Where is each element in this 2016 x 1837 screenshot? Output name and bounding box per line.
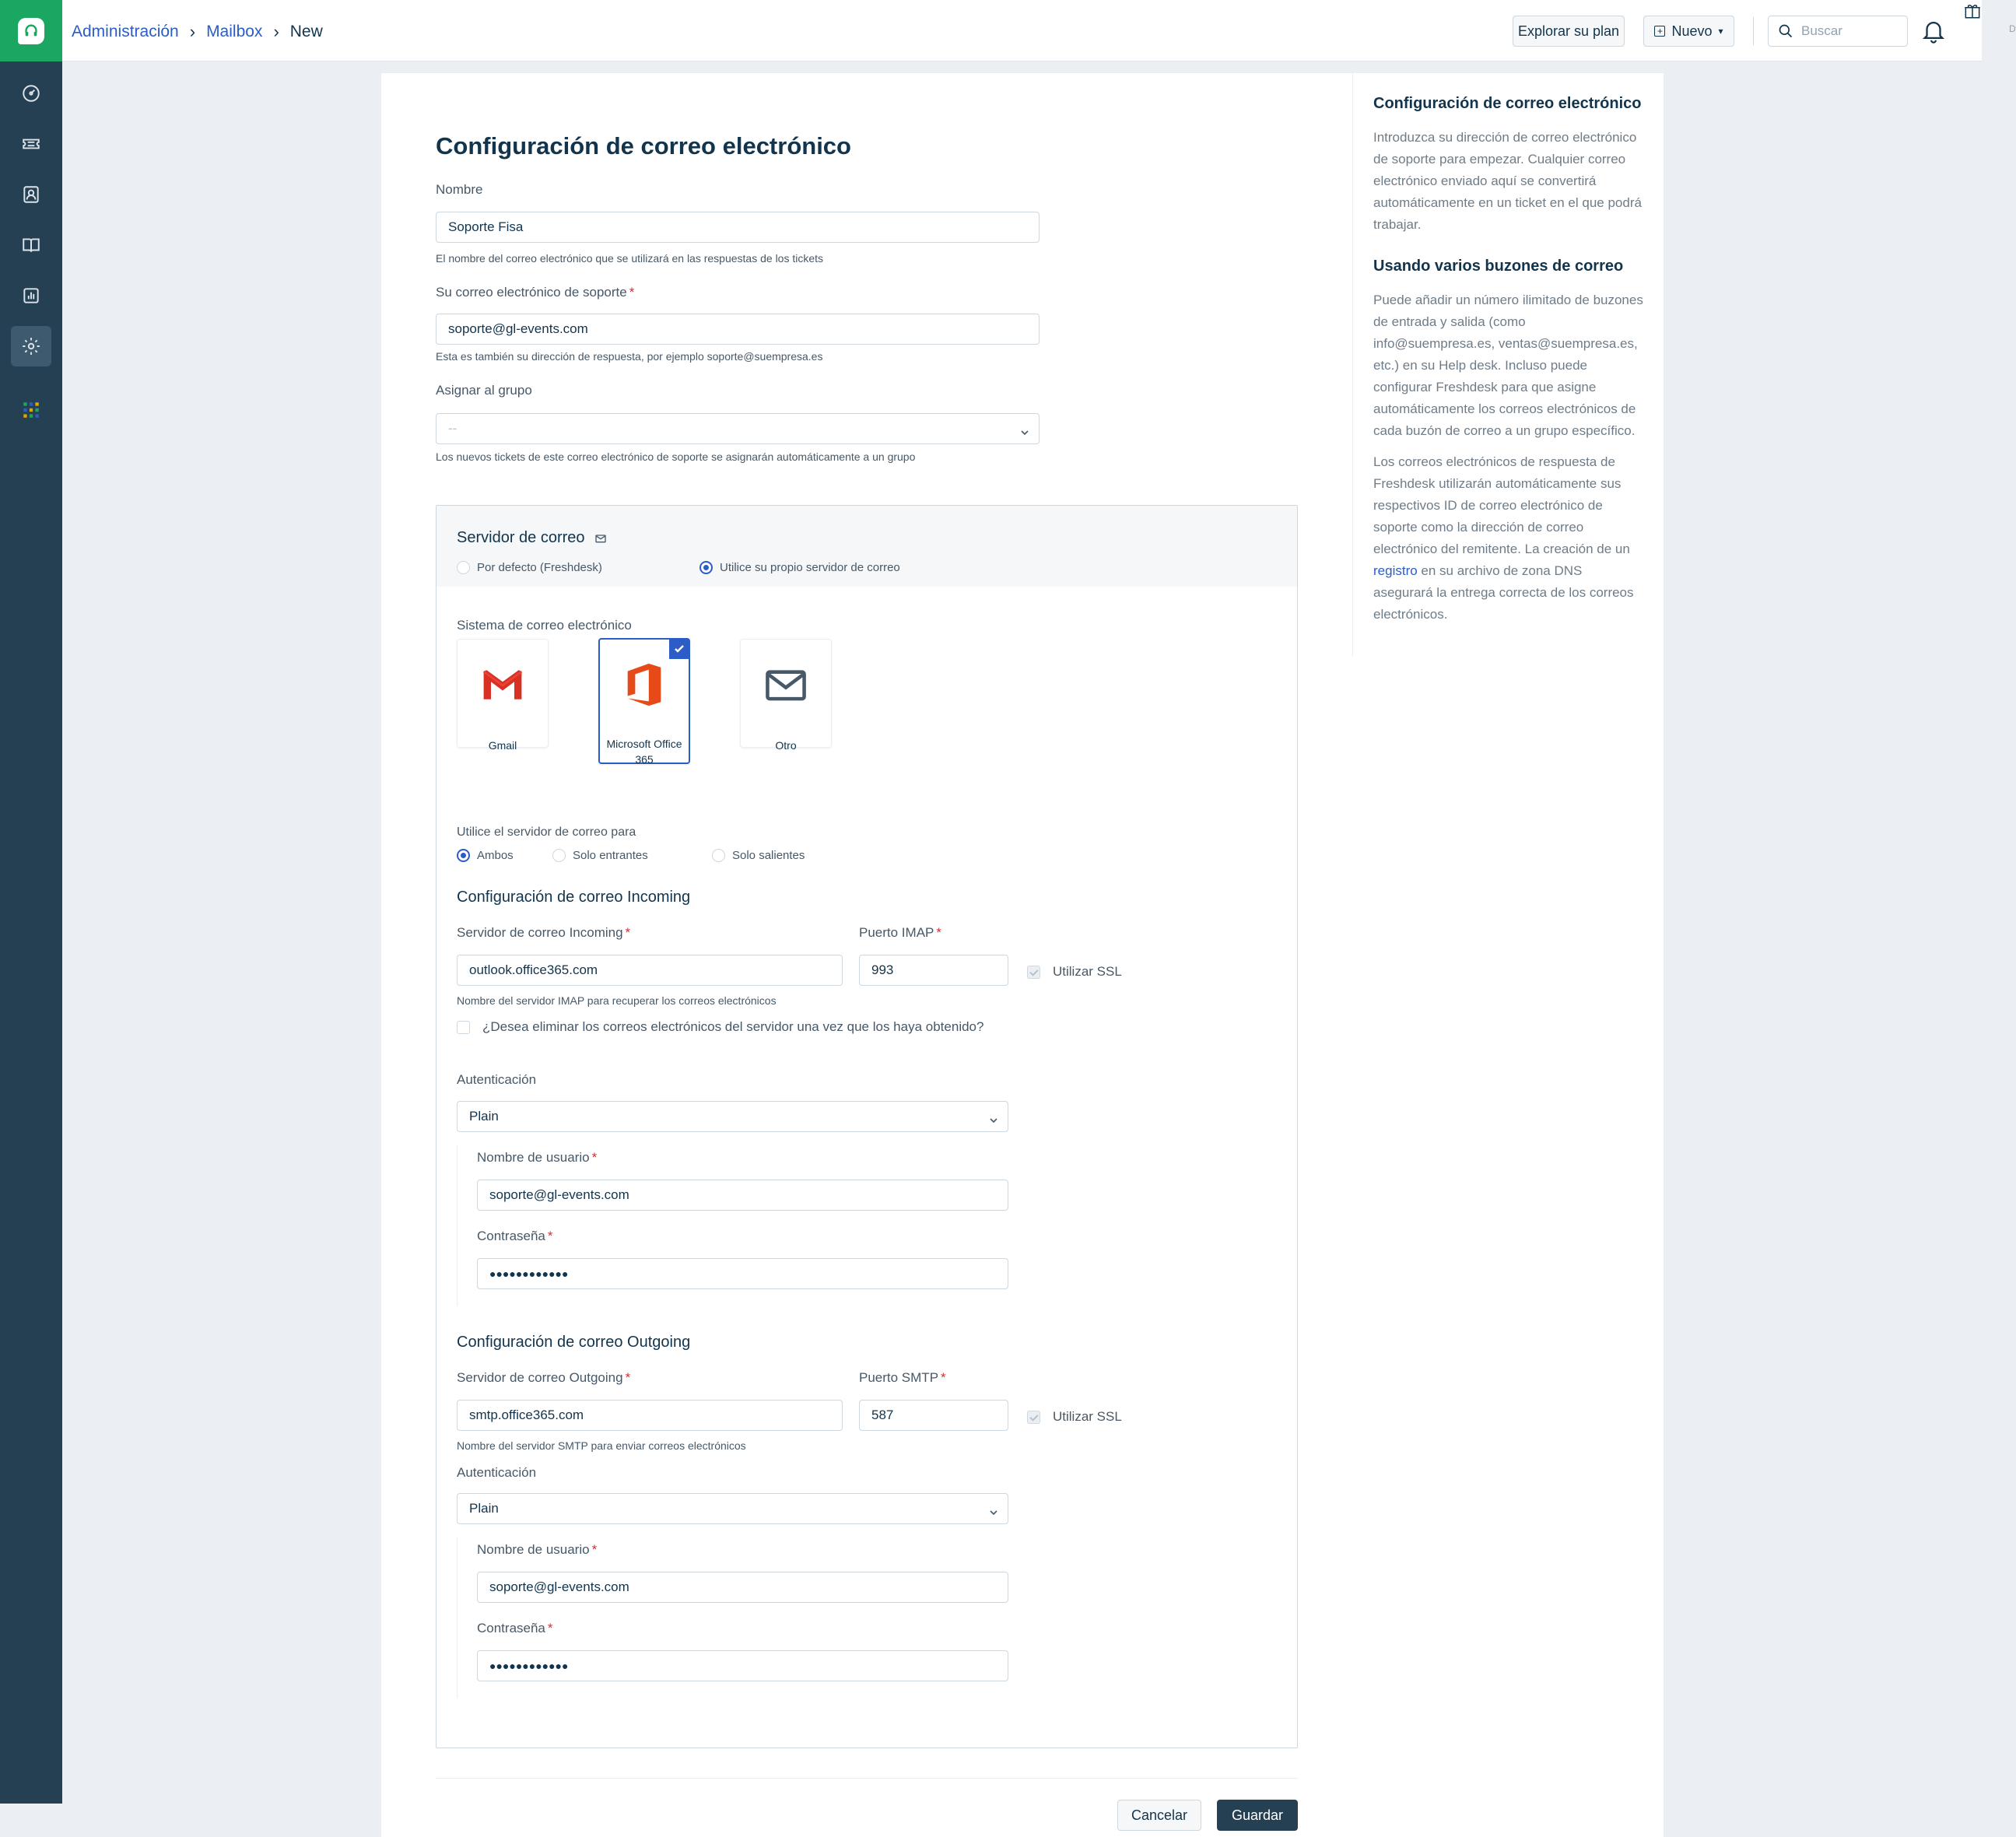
dashboard-icon[interactable] (16, 78, 47, 109)
smtp-port-input[interactable]: 587 (859, 1400, 1008, 1431)
use-for-incoming[interactable] (552, 849, 648, 862)
radio-both[interactable] (457, 849, 470, 862)
headset-icon (18, 18, 44, 44)
breadcrumb (72, 22, 323, 42)
help-text-3-after: en su archivo de zona DNS asegurará la entrega correcta de los correos electrónicos. (1373, 563, 1634, 622)
support-email-input[interactable]: soporte@gl-events.com (436, 314, 1040, 345)
incoming-auth-group-line (457, 1145, 458, 1306)
radio-own[interactable] (699, 561, 713, 574)
radio-default-label: Por defecto (Freshdesk) (477, 561, 602, 574)
outgoing-ssl-label: Utilizar SSL (1053, 1409, 1122, 1424)
delete-after-fetch-label: ¿Desea eliminar los correos electrónicos del servidor una vez que los haya obtenido? (482, 1019, 984, 1034)
page-title: Configuración de correo electrónico (436, 132, 851, 160)
tickets-icon[interactable] (16, 128, 47, 160)
mail-server-header (437, 506, 1297, 587)
mail-server-title (457, 529, 607, 547)
help-text-3 (1373, 451, 1643, 626)
radio-both-label: Ambos (477, 849, 514, 862)
help-title-2: Usando varios buzones de correo (1373, 258, 1624, 275)
outgoing-user-label: Nombre de usuario * (477, 1542, 598, 1557)
cancel-button[interactable]: Cancelar (1117, 1800, 1201, 1831)
system-tile-other-label: Otro (775, 739, 797, 752)
incoming-user-label: Nombre de usuario * (477, 1150, 598, 1165)
radio-incoming-label: Solo entrantes (573, 849, 648, 862)
mail-server-title-text: Servidor de correo (457, 529, 585, 546)
outgoing-server-label: Servidor de correo Outgoing * (457, 1370, 631, 1385)
incoming-server-label: Servidor de correo Incoming * (457, 925, 631, 940)
incoming-auth-value: Plain (469, 1109, 499, 1124)
search-input[interactable] (1768, 16, 1908, 47)
knowledge-base-icon[interactable] (16, 230, 47, 261)
incoming-ssl-checkbox (1027, 966, 1040, 979)
chevron-down-icon: ▾ (1718, 26, 1723, 37)
gift-icon[interactable] (1961, 0, 1984, 24)
use-for-both[interactable] (457, 849, 514, 862)
reports-icon[interactable] (16, 280, 47, 311)
group-label: Asignar al grupo (436, 383, 532, 398)
topbar (62, 0, 2016, 61)
outgoing-user-input[interactable]: soporte@gl-events.com (477, 1572, 1008, 1603)
contacts-icon[interactable] (16, 179, 47, 210)
group-select-value: -- (448, 421, 458, 436)
radio-outgoing[interactable] (712, 849, 725, 862)
new-button[interactable] (1643, 16, 1734, 47)
incoming-ssl-label: Utilizar SSL (1053, 964, 1122, 979)
chevron-down-icon (989, 1505, 997, 1513)
help-panel (1352, 73, 1664, 1837)
freshdesk-logo[interactable] (0, 0, 62, 61)
chevron-down-icon (1020, 425, 1028, 433)
system-tile-gmail-label: Gmail (488, 739, 517, 752)
imap-port-label: Puerto IMAP * (859, 925, 941, 940)
radio-default[interactable] (457, 561, 470, 574)
radio-outgoing-label: Solo salientes (732, 849, 805, 862)
outgoing-title: Configuración de correo Outgoing (457, 1334, 691, 1351)
sidebar (0, 0, 62, 1804)
help-text-3-before: Los correos electrónicos de respuesta de Freshdesk utilizarán automáticamente sus respectivos ID de correo electrónico de soporte como la dirección de correo electrónico del remitente. La creación de un (1373, 454, 1630, 556)
system-tile-other[interactable] (740, 639, 832, 752)
mail-server-section (436, 505, 1298, 1748)
help-text-1: Introduzca su dirección de correo electrónico de soporte para empezar. Cualquier correo electrónico enviado aquí se convertirá automáticamente en un ticket en el que podrá trabajar. (1373, 130, 1642, 232)
chevron-right-icon: › (273, 22, 279, 41)
topbar-divider (1753, 17, 1754, 45)
system-tile-office365[interactable] (598, 638, 690, 764)
use-for-outgoing[interactable] (712, 849, 805, 862)
incoming-server-input[interactable]: outlook.office365.com (457, 955, 843, 986)
incoming-server-hint: Nombre del servidor IMAP para recuperar los correos electrónicos (457, 994, 777, 1007)
system-tile-gmail[interactable] (457, 639, 549, 752)
name-label: Nombre (436, 182, 483, 197)
chevron-down-icon (989, 1113, 997, 1120)
explore-plan-button[interactable]: Explorar su plan (1513, 16, 1625, 47)
breadcrumb-admin[interactable]: Administración (72, 23, 179, 40)
help-title-1: Configuración de correo electrónico (1373, 95, 1642, 112)
outgoing-auth-select[interactable] (457, 1493, 1008, 1524)
radio-own-server[interactable] (699, 561, 900, 574)
outgoing-ssl (1027, 1409, 1122, 1425)
radio-incoming[interactable] (552, 849, 566, 862)
outgoing-pass-label: Contraseña * (477, 1621, 553, 1635)
group-select[interactable] (436, 413, 1040, 444)
help-panel-content (1352, 73, 1664, 657)
imap-port-input[interactable]: 993 (859, 955, 1008, 986)
outgoing-auth-value: Plain (469, 1501, 499, 1516)
gmail-icon (478, 660, 528, 710)
new-button-label: Nuevo (1671, 23, 1713, 39)
outgoing-auth-label: Autenticación (457, 1465, 537, 1480)
incoming-auth-label: Autenticación (457, 1072, 537, 1087)
chevron-right-icon: › (189, 22, 196, 41)
office365-icon (619, 660, 669, 710)
support-email-label: Su correo electrónico de soporte * (436, 285, 635, 300)
support-email-hint: Esta es también su dirección de respuesta, por ejemplo soporte@suempresa.es (436, 350, 823, 363)
incoming-pass-label: Contraseña * (477, 1229, 553, 1243)
outgoing-auth-group-line (457, 1537, 458, 1698)
group-hint: Los nuevos tickets de este correo electrónico de soporte se asignarán automáticamente a un grupo (436, 450, 916, 463)
use-for-label: Utilice el servidor de correo para (457, 826, 636, 839)
envelope-small-icon (594, 532, 607, 545)
incoming-auth-select[interactable] (457, 1101, 1008, 1132)
name-hint: El nombre del correo electrónico que se utilizará en las respuestas de los tickets (436, 252, 824, 265)
outgoing-server-input[interactable]: smtp.office365.com (457, 1400, 843, 1431)
outgoing-ssl-checkbox (1027, 1411, 1040, 1424)
email-system-label: Sistema de correo electrónico (457, 618, 632, 633)
delete-after-fetch[interactable] (457, 1019, 983, 1035)
footer-divider (436, 1778, 1298, 1779)
mailbox-form (381, 73, 1352, 1837)
incoming-pass-input[interactable]: ●●●●●●●●●●●● (477, 1258, 1008, 1289)
breadcrumb-current: New (289, 23, 323, 40)
bell-icon[interactable] (1920, 17, 1947, 47)
radio-default-server[interactable] (457, 561, 602, 574)
dns-record-link[interactable]: registro (1373, 563, 1418, 578)
plus-square-icon: + (1654, 26, 1665, 37)
outgoing-pass-input[interactable]: ●●●●●●●●●●●● (477, 1650, 1008, 1681)
breadcrumb-mailbox[interactable]: Mailbox (206, 23, 263, 40)
envelope-icon (761, 660, 811, 710)
avatar[interactable]: D (2009, 23, 2016, 34)
admin-gear-icon[interactable] (11, 326, 51, 366)
smtp-port-label: Puerto SMTP * (859, 1370, 946, 1385)
incoming-title: Configuración de correo Incoming (457, 889, 691, 906)
incoming-user-input[interactable]: soporte@gl-events.com (477, 1180, 1008, 1211)
radio-own-label: Utilice su propio servidor de correo (720, 561, 900, 574)
outgoing-server-hint: Nombre del servidor SMTP para enviar correos electrónicos (457, 1439, 746, 1452)
search-placeholder: Buscar (1801, 23, 1842, 38)
apps-grid-icon[interactable] (16, 394, 47, 426)
system-tile-office365-label: Microsoft Office 365 (606, 738, 682, 766)
checkmark-icon (669, 639, 689, 659)
delete-after-fetch-checkbox[interactable] (457, 1021, 470, 1034)
save-button[interactable]: Guardar (1217, 1800, 1298, 1831)
help-text-2: Puede añadir un número ilimitado de buzones de entrada y salida (como info@suempresa.es, ventas@suempresa.es, etc.) en su Help desk. Incluso puede configurar Freshdesk para que asigne automáticamente los correos electrónicos de cada buzón de correo a un grupo específico. (1373, 293, 1643, 438)
name-input[interactable]: Soporte Fisa (436, 212, 1040, 243)
incoming-ssl (1027, 964, 1122, 980)
search-icon (1778, 23, 1793, 39)
